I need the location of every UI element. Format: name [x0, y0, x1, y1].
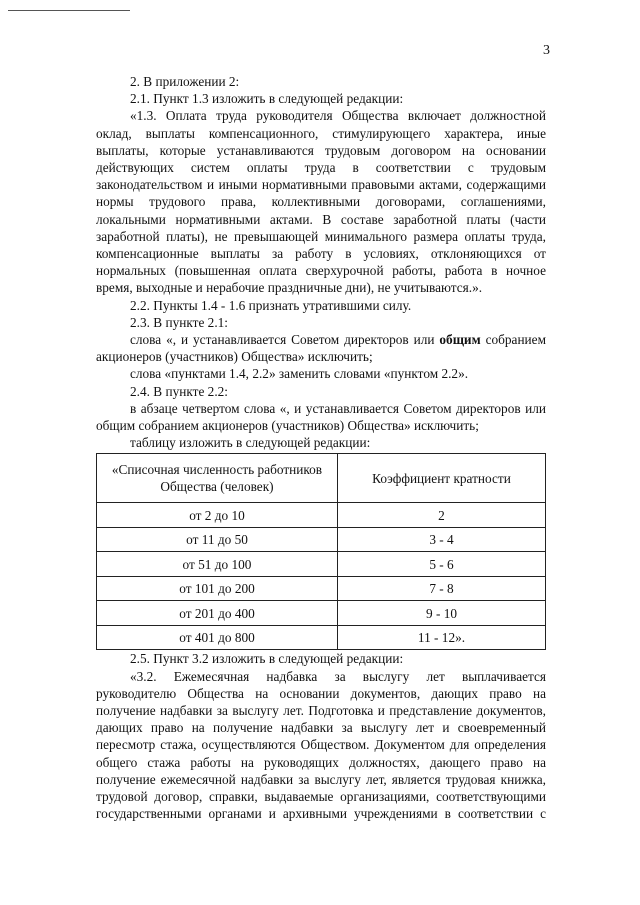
table-header-headcount: «Списочная численность работников Общества (человек) [97, 454, 338, 503]
coefficient-table [96, 453, 546, 650]
table-cell-range: от 51 до 100 [97, 552, 338, 577]
table-row [97, 552, 546, 577]
page-number: 3 [543, 43, 550, 58]
table-cell-coef: 3 - 4 [338, 527, 546, 552]
table-row [97, 576, 546, 601]
table-header-coefficient: Коэффициент кратности [338, 454, 546, 503]
table-row [97, 625, 546, 650]
table-header-row [97, 454, 546, 503]
paragraph-2-3-words [96, 331, 546, 365]
paragraph-2-4-words: в абзаце четвертом слова «, и устанавливается Советом директоров или общим собранием акционеров (участников) Общества» исключить; [96, 400, 546, 434]
paragraph-3-2-text: «3.2. Ежемесячная надбавка за выслугу лет выплачивается руководителю Общества на основании документов, дающих право на получение надбавки за выслугу лет. Подготовка и представление документов, дающих право на получение надбавки за выслугу лет и своевременный пересмотр стажа, осуществляются Обществом. Документом для определения общего стажа работы на руководящих должностях, дающего право на получение ежемесячной надбавки за выслугу лет, является трудовая книжка, трудовой договор, справки, выдаваемые организациями, соответствующими государственными органами и архивными учреждениями в соответствии с [96, 668, 546, 822]
table-row [97, 503, 546, 528]
table-cell-range: от 2 до 10 [97, 503, 338, 528]
table-cell-coef: 2 [338, 503, 546, 528]
table-cell-coef: 7 - 8 [338, 576, 546, 601]
paragraph-2-3-words-end: собранием акционеров (участников) Общества» исключить; [96, 332, 546, 365]
table-cell-range: от 101 до 200 [97, 576, 338, 601]
paragraph-2-3: 2.3. В пункте 2.1: [130, 314, 228, 330]
paragraph-2-1: 2.1. Пункт 1.3 изложить в следующей редакции: [130, 91, 404, 107]
header-rule [8, 10, 130, 11]
paragraph-appendix-2: 2. В приложении 2: [130, 74, 240, 89]
document-body [96, 73, 546, 823]
paragraph-2-3-words-start: слова «, и устанавливается Советом директоров или [130, 332, 440, 348]
table-cell-coef: 11 - 12». [338, 625, 546, 650]
bold-word: общим [439, 332, 481, 348]
paragraph-2-2: 2.2. Пункты 1.4 - 1.6 признать утратившими силу. [130, 297, 412, 313]
table-cell-range: от 11 до 50 [97, 527, 338, 552]
table-cell-range: от 401 до 800 [97, 625, 338, 650]
table-row [97, 527, 546, 552]
table-cell-coef: 5 - 6 [338, 552, 546, 577]
table-cell-range: от 201 до 400 [97, 601, 338, 626]
table-cell-coef: 9 - 10 [338, 601, 546, 626]
paragraph-2-4: 2.4. В пункте 2.2: [130, 383, 228, 399]
paragraph-2-5: 2.5. Пункт 3.2 изложить в следующей редакции: [130, 651, 404, 667]
paragraph-table-intro: таблицу изложить в следующей редакции: [130, 435, 371, 451]
paragraph-1-3-text: «1.3. Оплата труда руководителя Общества включает должностной оклад, выплаты компенсационного, стимулирующего характера, иные выплаты, которые устанавливаются трудовым договором на основании действующих систем оплаты труда в соответствии с трудовым законодательством и иными нормативными правовыми актами, содержащими нормы трудового права, коллективными договорами, соглашениями, локальными нормативными актами. В составе заработной платы (части заработной платы), не превышающей минимального размера оплаты труда, компенсационные выплаты за работу в условиях, отклоняющихся от нормальных (повышенная оплата сверхурочной работы, работа в ночное время, выходные и нерабочие праздничные дни), не учитываются.». [96, 108, 546, 296]
table-row [97, 601, 546, 626]
paragraph-2-3-replace: слова «пунктами 1.4, 2.2» заменить словами «пунктом 2.2». [130, 366, 469, 382]
